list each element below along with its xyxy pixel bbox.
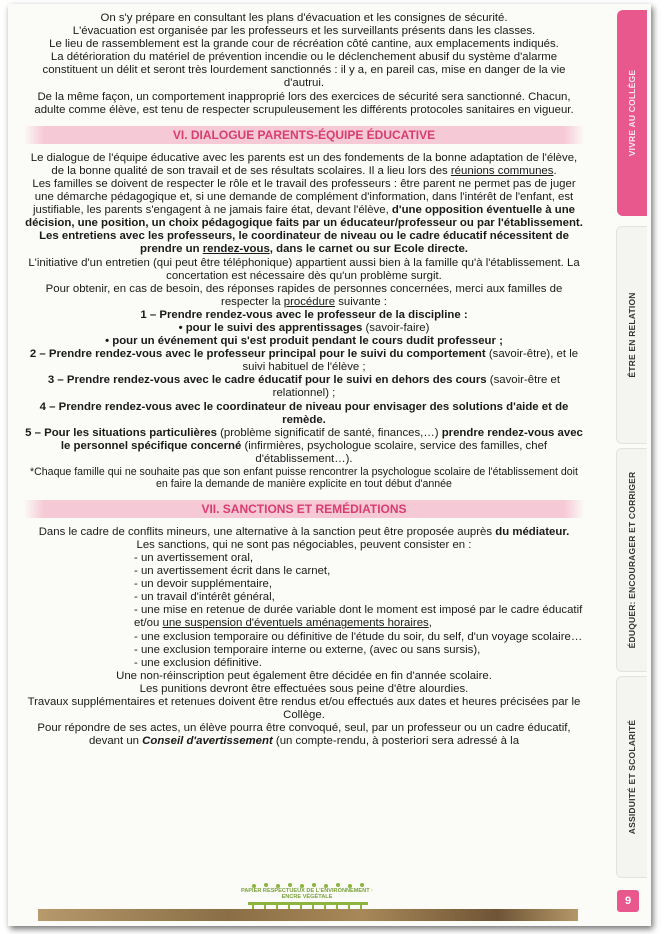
list-item: - un avertissement oral, bbox=[134, 552, 254, 564]
sanctions-paragraph-1: Dans le cadre de conflits mineurs, une alternative à la sanction peut être proposée auprès du médiateur. bbox=[38, 525, 570, 538]
sanctions-paragraph-3: Une non-réinscription peut également être décidée en fin d'année scolaire. bbox=[116, 669, 492, 682]
tab-vivre-au-college bbox=[617, 10, 647, 216]
sanctions-paragraph-6: Pour répondre de ses actes, un élève pourra être convoqué, seul, par un professeur ou un cadre éducatif, devant un Conseil d'avertissement (un compte-rendu, à posteriori sera adressé à la bbox=[37, 722, 571, 748]
intro-line-1: On s'y prépare en consultant les plans d'évacuation et les consignes de sécurité. bbox=[100, 12, 508, 24]
tab-etre-en-relation bbox=[616, 226, 647, 444]
section-heading-dialogue: VI. DIALOGUE PARENTS-ÉQUIPE ÉDUCATIVE bbox=[44, 126, 564, 144]
intro-line-2: L'évacuation est organisée par les professeurs et les surveillants présents dans les classes. bbox=[72, 25, 536, 38]
procedure-step-4: 4 – Prendre rendez-vous avec le coordinateur de niveau pour envisager des solutions d'aide et de remède. bbox=[39, 400, 569, 426]
list-item: - une exclusion temporaire interne ou externe, (avec ou sans sursis), bbox=[134, 643, 481, 656]
sanctions-paragraph-2: Les sanctions, qui ne sont pas négociables, peuvent consister en : bbox=[136, 538, 472, 551]
dialogue-paragraph-3: Les entretiens avec les professeurs, le coordinateur de niveau ou le cadre éducatif nécessitent de prendre un rendez-vous, dans le carnet ou sur Ecole directe. bbox=[39, 230, 569, 256]
dialogue-paragraph-2: Les familles se doivent de respecter le rôle et le travail des professeurs : être parent ne permet pas de juger une démarche pédagogique et, si une demande de complément d'information, dans l'intérêt de l'enfant, est justifiable, les parents s'engagent à ne jamais faire état, devant l'élève, d'une opposition éventuelle à une décision, une position, un choix pédagogique faits par un éducateur/professeur ou par l'établissement. bbox=[25, 177, 583, 230]
eco-logo bbox=[234, 882, 380, 910]
intro-line-4: La détérioration du matériel de prévention incendie ou le déclenchement abusif du système d'alarme constituent un délit et seront très lourdement sanctionnés : il y a, en pareil cas, mise en danger de la vie d'autrui. bbox=[42, 51, 566, 90]
sanctions-paragraph-4: Les punitions devront être effectuées sous peine d'être alourdies. bbox=[139, 682, 469, 695]
section-tabs bbox=[615, 4, 651, 926]
sanctions-list bbox=[134, 552, 584, 670]
document-page bbox=[8, 4, 651, 926]
procedure-step-1a: • pour le suivi des apprentissages (savoir-faire) bbox=[178, 321, 430, 334]
dialogue-paragraph-4: L'initiative d'un entretien (qui peut être téléphonique) appartient aussi bien à la famille qu'à l'établissement. La concertation est nécessaire dès qu'un problème surgit. bbox=[28, 256, 580, 282]
list-item: - une mise en retenue de durée variable dont le moment est imposé par le cadre éducatif et/ou une suspension d'éventuels aménagements horaires, bbox=[134, 604, 583, 630]
intro-line-5: De la même façon, un comportement inapproprié lors des exercices de sécurité sera sanctionné. Chacun, adulte comme élève, est tenu de respecter scrupuleusement les différents protocoles sanitaires en vigueur. bbox=[34, 90, 574, 116]
tab-label: VIVRE AU COLLÈGE bbox=[627, 69, 637, 157]
eco-logo-text: PAPIER RESPECTUEUX DE L'ENVIRONNEMENT · ENCRE VÉGÉTALE bbox=[240, 888, 374, 900]
footer-band bbox=[38, 909, 578, 921]
list-item: - une exclusion temporaire ou définitive de l'étude du soir, du self, d'un voyage scolaire… bbox=[134, 630, 583, 643]
procedure-step-1b: • pour un événement qui s'est produit pendant le cours dudit professeur ; bbox=[105, 335, 503, 348]
dialogue-paragraph-5: Pour obtenir, en cas de besoin, des réponses rapides de personnes concernées, merci aux familles de respecter la procédure suivante : bbox=[45, 282, 563, 308]
procedure-step-3: 3 – Prendre rendez-vous avec le cadre éducatif pour le suivi en dehors des cours (savoir-être et relationnel) ; bbox=[47, 374, 561, 400]
tab-label: ÊTRE EN RELATION bbox=[627, 292, 637, 378]
list-item: - un devoir supplémentaire, bbox=[134, 578, 273, 591]
procedure-step-5: 5 – Pour les situations particulières (problème significatif de santé, finances,…) prendre rendez-vous avec le personnel spécifique concerné (infirmières, psychologue scolaire, service des familles, chef d'établissement…). bbox=[25, 426, 583, 465]
tab-assiduite bbox=[616, 676, 647, 878]
page-content bbox=[24, 12, 584, 748]
list-item: - une exclusion définitive. bbox=[134, 656, 262, 669]
procedure-step-1: 1 – Prendre rendez-vous avec le professeur de la discipline : bbox=[140, 308, 468, 321]
procedure-step-2: 2 – Prendre rendez-vous avec le professeur principal pour le suivi du comportement (savoir-être), et le suivi habituel de l'élève ; bbox=[29, 348, 579, 374]
page-number: 9 bbox=[617, 890, 639, 912]
dialogue-paragraph-1: Le dialogue de l'équipe éducative avec les parents est un des fondements de la bonne adaptation de l'élève, de la bonne qualité de son travail et de ses résultats scolaires. Il a lieu lors des réunions communes. bbox=[30, 151, 578, 177]
intro-line-3: Le lieu de rassemblement est la grande cour de récréation côté cantine, aux emplacements indiqués. bbox=[49, 38, 559, 51]
sanctions-paragraph-5: Travaux supplémentaires et retenues doivent être rendus et/ou effectués aux dates et heures précisées par le Collège. bbox=[27, 696, 581, 722]
list-item: - un avertissement écrit dans le carnet, bbox=[134, 565, 331, 578]
list-item: - un travail d'intérêt général, bbox=[134, 591, 275, 604]
tab-eduquer bbox=[616, 448, 647, 672]
tab-label: ÉDUQUER: ENCOURAGER ET CORRIGER bbox=[627, 471, 637, 649]
section-heading-sanctions: VII. SANCTIONS ET REMÉDIATIONS bbox=[44, 500, 564, 518]
tab-label: ASSIDUITÉ ET SCOLARITÉ bbox=[627, 719, 637, 835]
reunions-communes-link: réunions communes bbox=[450, 164, 554, 177]
psychologist-note: *Chaque famille qui ne souhaite pas que son enfant puisse rencontrer la psychologue scolaire de l'établissement doit en faire la demande de manière explicite en tout début d'année bbox=[30, 466, 578, 491]
